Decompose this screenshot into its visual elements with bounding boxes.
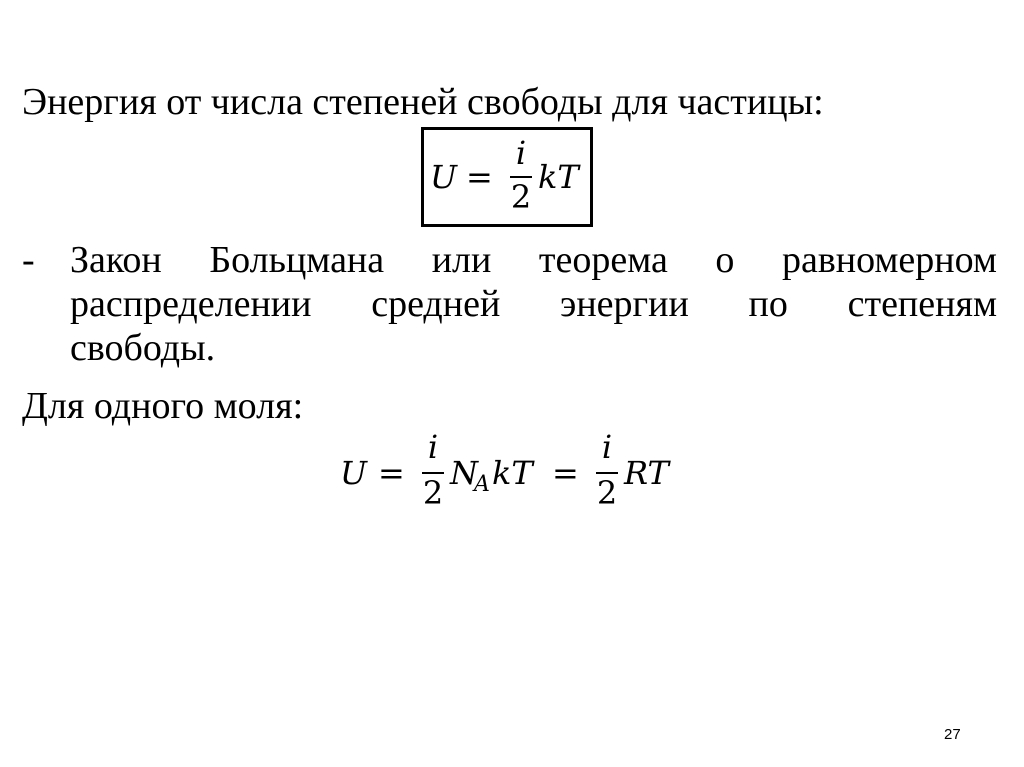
fraction-numerator: i [427, 428, 439, 466]
word: теорема [538, 239, 668, 281]
mole-fraction-2 [596, 430, 618, 520]
fraction-denominator: 2 [510, 178, 532, 216]
mole-formula-equals-2: = [552, 454, 579, 492]
word: степеням [847, 283, 997, 325]
fraction-numerator: i [601, 428, 613, 466]
bullet-line-3: свободы. [70, 327, 216, 369]
boxed-formula [421, 127, 593, 227]
mole-formula-equals-1: = [378, 454, 405, 492]
mole-formula [340, 420, 680, 520]
mole-formula-lhs: U [340, 454, 367, 492]
mole-heading: Для одного моля: [22, 385, 304, 427]
fraction-numerator: i [515, 134, 527, 172]
word: средней [371, 283, 501, 325]
word: по [748, 283, 788, 325]
word: Больцмана [209, 239, 385, 281]
mole-formula-subscript: A [474, 472, 490, 497]
word: о [715, 239, 735, 281]
word: или [431, 239, 492, 281]
word: энергии [560, 283, 689, 325]
bullet-line-2 [70, 282, 997, 326]
mole-formula-kT: kT [492, 454, 533, 492]
mole-formula-rhs: RT [624, 454, 669, 492]
formula-lhs: U [430, 158, 457, 196]
slide-heading: Энергия от числа степеней свободы для частицы: [22, 81, 824, 123]
bullet-line-1 [70, 238, 997, 282]
mole-fraction-1 [422, 430, 444, 520]
word: равномерном [781, 239, 997, 281]
word: распределении [70, 283, 312, 325]
formula-rhs: kT [538, 158, 579, 196]
formula-equals: = [466, 158, 493, 196]
formula-fraction [510, 136, 532, 226]
fraction-denominator: 2 [422, 474, 444, 512]
word: Закон [70, 239, 162, 281]
page-number: 27 [944, 726, 961, 743]
fraction-denominator: 2 [596, 474, 618, 512]
bullet-text [70, 238, 997, 370]
bullet-dash: - [22, 239, 35, 281]
mole-formula-N: N [450, 454, 478, 492]
